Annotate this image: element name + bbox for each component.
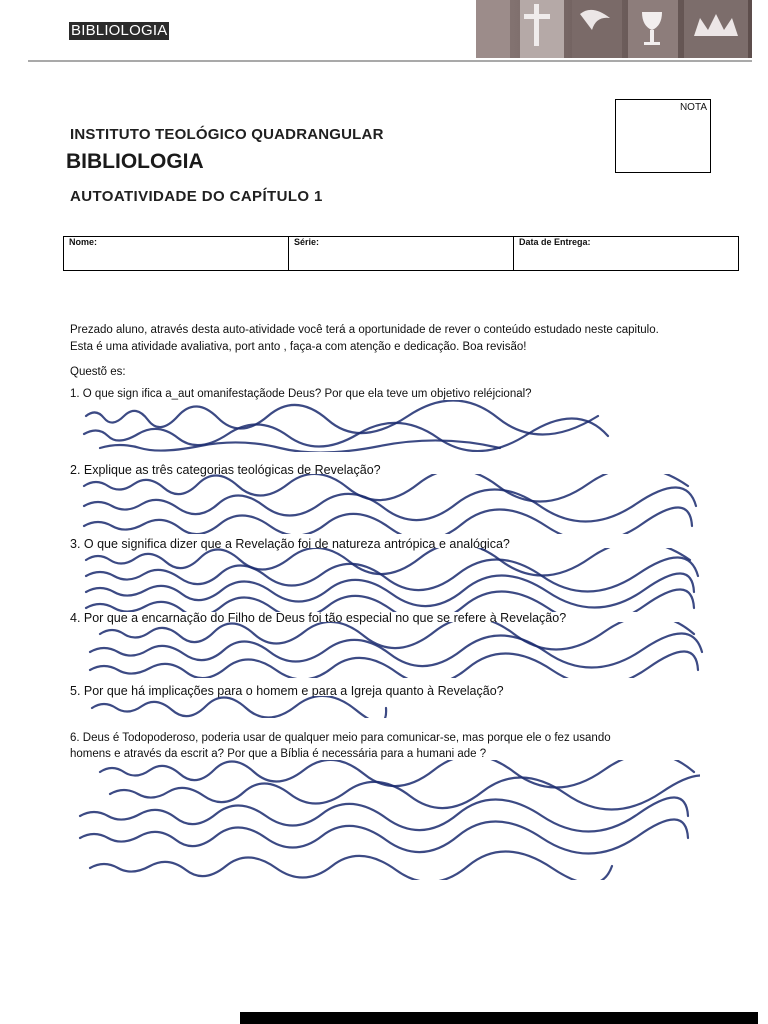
grade-label: NOTA bbox=[679, 102, 707, 113]
question-3: 3. O que significa dizer que a Revelação foi de natureza antrópica e analógica? bbox=[70, 537, 510, 551]
answer-5-handwriting bbox=[88, 696, 388, 718]
question-2: 2. Explique as três categorias teológicas de Revelação? bbox=[70, 463, 381, 477]
grade-box bbox=[615, 99, 711, 173]
answer-4-handwriting bbox=[80, 622, 720, 678]
grade-level-cell bbox=[289, 237, 514, 270]
banner-religious-symbols-icon bbox=[476, 0, 752, 58]
question-5: 5. Por que há implicações para o homem e para a Igreja quanto à Revelação? bbox=[70, 684, 504, 698]
question-6-line-2: homens e através da escrit a? Por que a Bíblia é necessária para a humani ade ? bbox=[70, 748, 487, 760]
header-divider bbox=[28, 60, 752, 62]
question-1: 1. O que sign ifica a_aut omanifestaçãode Deus? Por que ela teve um objetivo reléjcional? bbox=[70, 388, 532, 400]
page-subtitle: AUTOATIVIDADE DO CAPÍTULO 1 bbox=[70, 188, 323, 205]
question-6-line-1: 6. Deus é Todopoderoso, poderia usar de qualquer meio para comunicar-se, mas porque ele o fez usando bbox=[70, 732, 611, 744]
answer-2-handwriting bbox=[80, 474, 720, 534]
name-cell bbox=[64, 237, 289, 270]
questions-heading: Questõ es: bbox=[70, 366, 126, 378]
header-tag: BIBLIOLOGIA bbox=[71, 22, 168, 39]
answer-3-handwriting bbox=[80, 548, 720, 612]
due-date-label: Data de Entrega: bbox=[519, 237, 591, 247]
bottom-bar bbox=[240, 1012, 758, 1024]
header-banner-image bbox=[476, 0, 752, 58]
answer-1-handwriting bbox=[80, 400, 620, 452]
grade-level-label: Série: bbox=[294, 237, 320, 247]
answer-6-handwriting bbox=[60, 760, 700, 880]
intro-line-2: Esta é uma atividade avaliativa, port anto , faça-a com atenção e dedicação. Boa revisão! bbox=[70, 341, 527, 353]
page-title: BIBLIOLOGIA bbox=[66, 150, 204, 173]
question-4: 4. Por que a encarnação do Filho de Deus foi tão especial no que se refere à Revelação? bbox=[70, 611, 567, 625]
institute-name: INSTITUTO TEOLÓGICO QUADRANGULAR bbox=[70, 126, 384, 143]
intro-line-1: Prezado aluno, através desta auto-atividade você terá a oportunidade de rever o conteúdo estudado neste capitulo. bbox=[70, 324, 659, 336]
student-info-table bbox=[63, 236, 739, 271]
name-label: Nome: bbox=[69, 237, 98, 247]
due-date-cell bbox=[514, 237, 738, 270]
